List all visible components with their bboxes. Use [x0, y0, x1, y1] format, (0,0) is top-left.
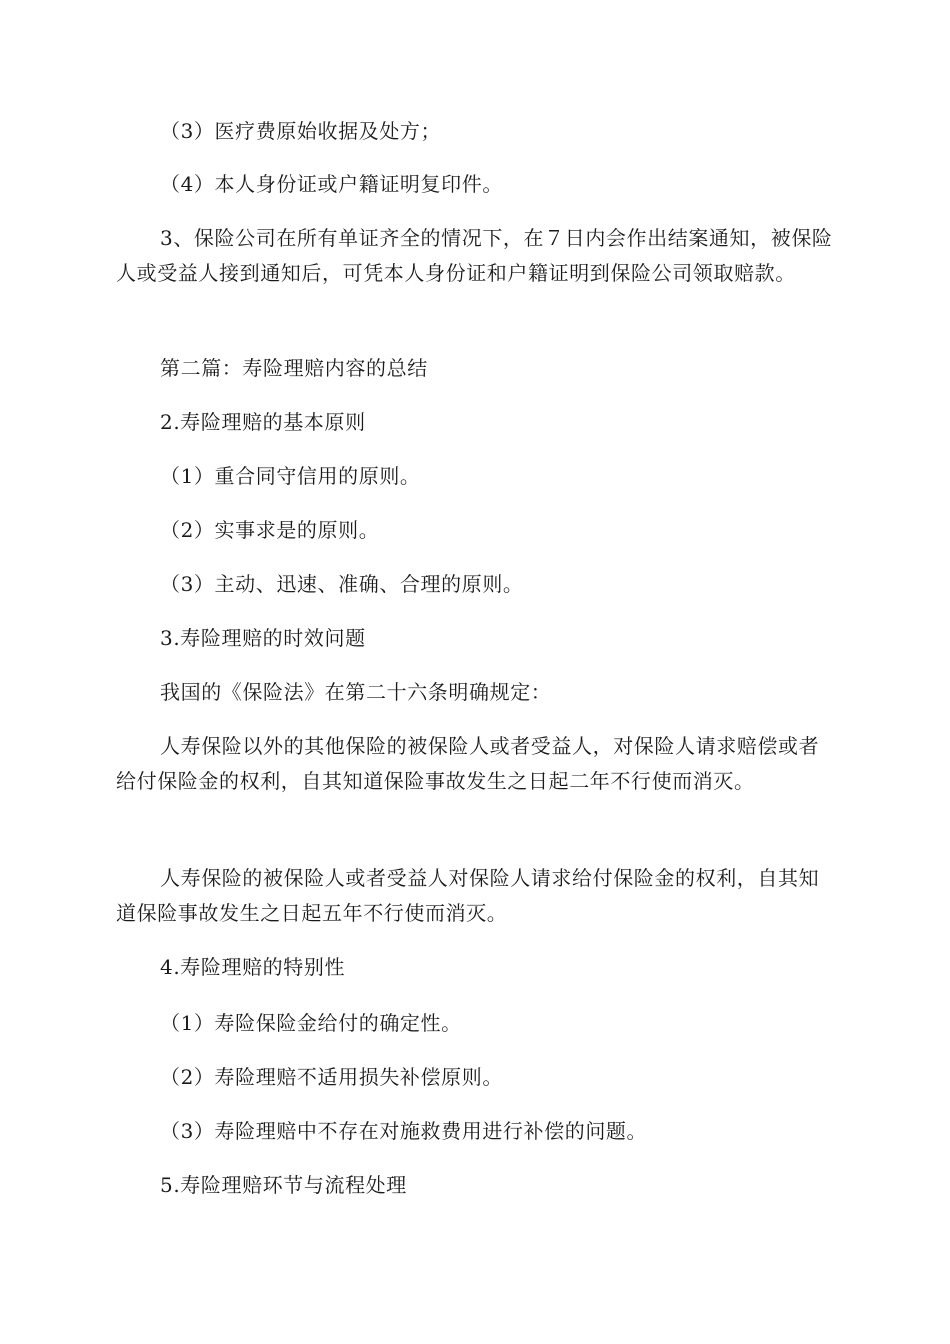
paragraph-two-year-limit: 人寿保险以外的其他保险的被保险人或者受益人，对保险人请求赔偿或者给付保险金的权利，自其知道保险事故发生之日起二年不行使而消灭。 [116, 734, 820, 793]
list-item-principle-1: （1）重合同守信用的原则。 [160, 464, 421, 488]
paragraph-insurance-law: 我国的《保险法》在第二十六条明确规定： [160, 680, 552, 704]
heading-time-limit: 3.寿险理赔的时效问题 [160, 626, 366, 650]
list-item-feature-1: （1）寿险保险金给付的确定性。 [160, 1011, 462, 1035]
paragraph-medical-receipts: （3）医疗费原始收据及处方； [160, 119, 442, 143]
section-title-part-two: 第二篇：寿险理赔内容的总结 [160, 356, 428, 380]
heading-process: 5.寿险理赔环节与流程处理 [160, 1173, 407, 1197]
list-item-principle-3: （3）主动、迅速、准确、合理的原则。 [160, 572, 524, 596]
heading-special-features: 4.寿险理赔的特别性 [160, 955, 346, 979]
paragraph-five-year-limit: 人寿保险的被保险人或者受益人对保险人请求给付保险金的权利，自其知道保险事故发生之日起五年不行使而消灭。 [116, 866, 820, 925]
list-item-principle-2: （2）实事求是的原则。 [160, 518, 380, 542]
list-item-feature-3: （3）寿险理赔中不存在对施救费用进行补偿的问题。 [160, 1119, 648, 1143]
list-item-feature-2: （2）寿险理赔不适用损失补偿原则。 [160, 1065, 503, 1089]
paragraph-settlement-notice: 3、保险公司在所有单证齐全的情况下，在７日内会作出结案通知，被保险人或受益人接到通知后，可凭本人身份证和户籍证明到保险公司领取赔款。 [116, 226, 833, 285]
paragraph-id-copy: （4）本人身份证或户籍证明复印件。 [160, 172, 503, 196]
heading-basic-principles: 2.寿险理赔的基本原则 [160, 410, 366, 434]
